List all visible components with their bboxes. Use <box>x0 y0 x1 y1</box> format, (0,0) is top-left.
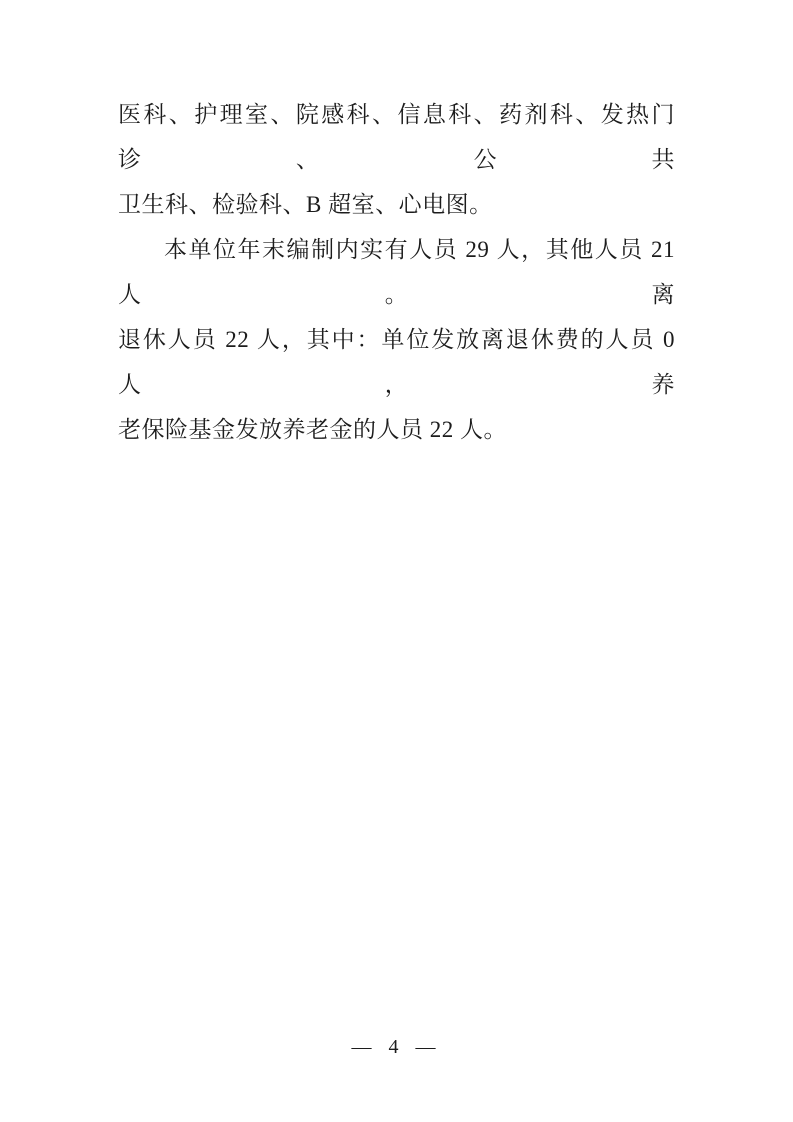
paragraph-line: 医科、护理室、院感科、信息科、药剂科、发热门诊、公共 <box>118 102 675 172</box>
paragraph-line: 卫生科、检验科、B 超室、心电图。 <box>118 192 493 217</box>
paragraph-line: 退休人员 22 人，其中：单位发放离退休费的人员 0 人，养 <box>118 327 675 397</box>
document-body <box>118 92 675 452</box>
page-number: — 4 — <box>351 1036 442 1058</box>
paragraph-line: 老保险基金发放养老金的人员 22 人。 <box>118 417 507 442</box>
paragraph-staffing <box>118 227 675 452</box>
paragraph-line: 本单位年末编制内实有人员 29 人，其他人员 21 人。离 <box>118 237 675 307</box>
paragraph-departments <box>118 92 675 227</box>
